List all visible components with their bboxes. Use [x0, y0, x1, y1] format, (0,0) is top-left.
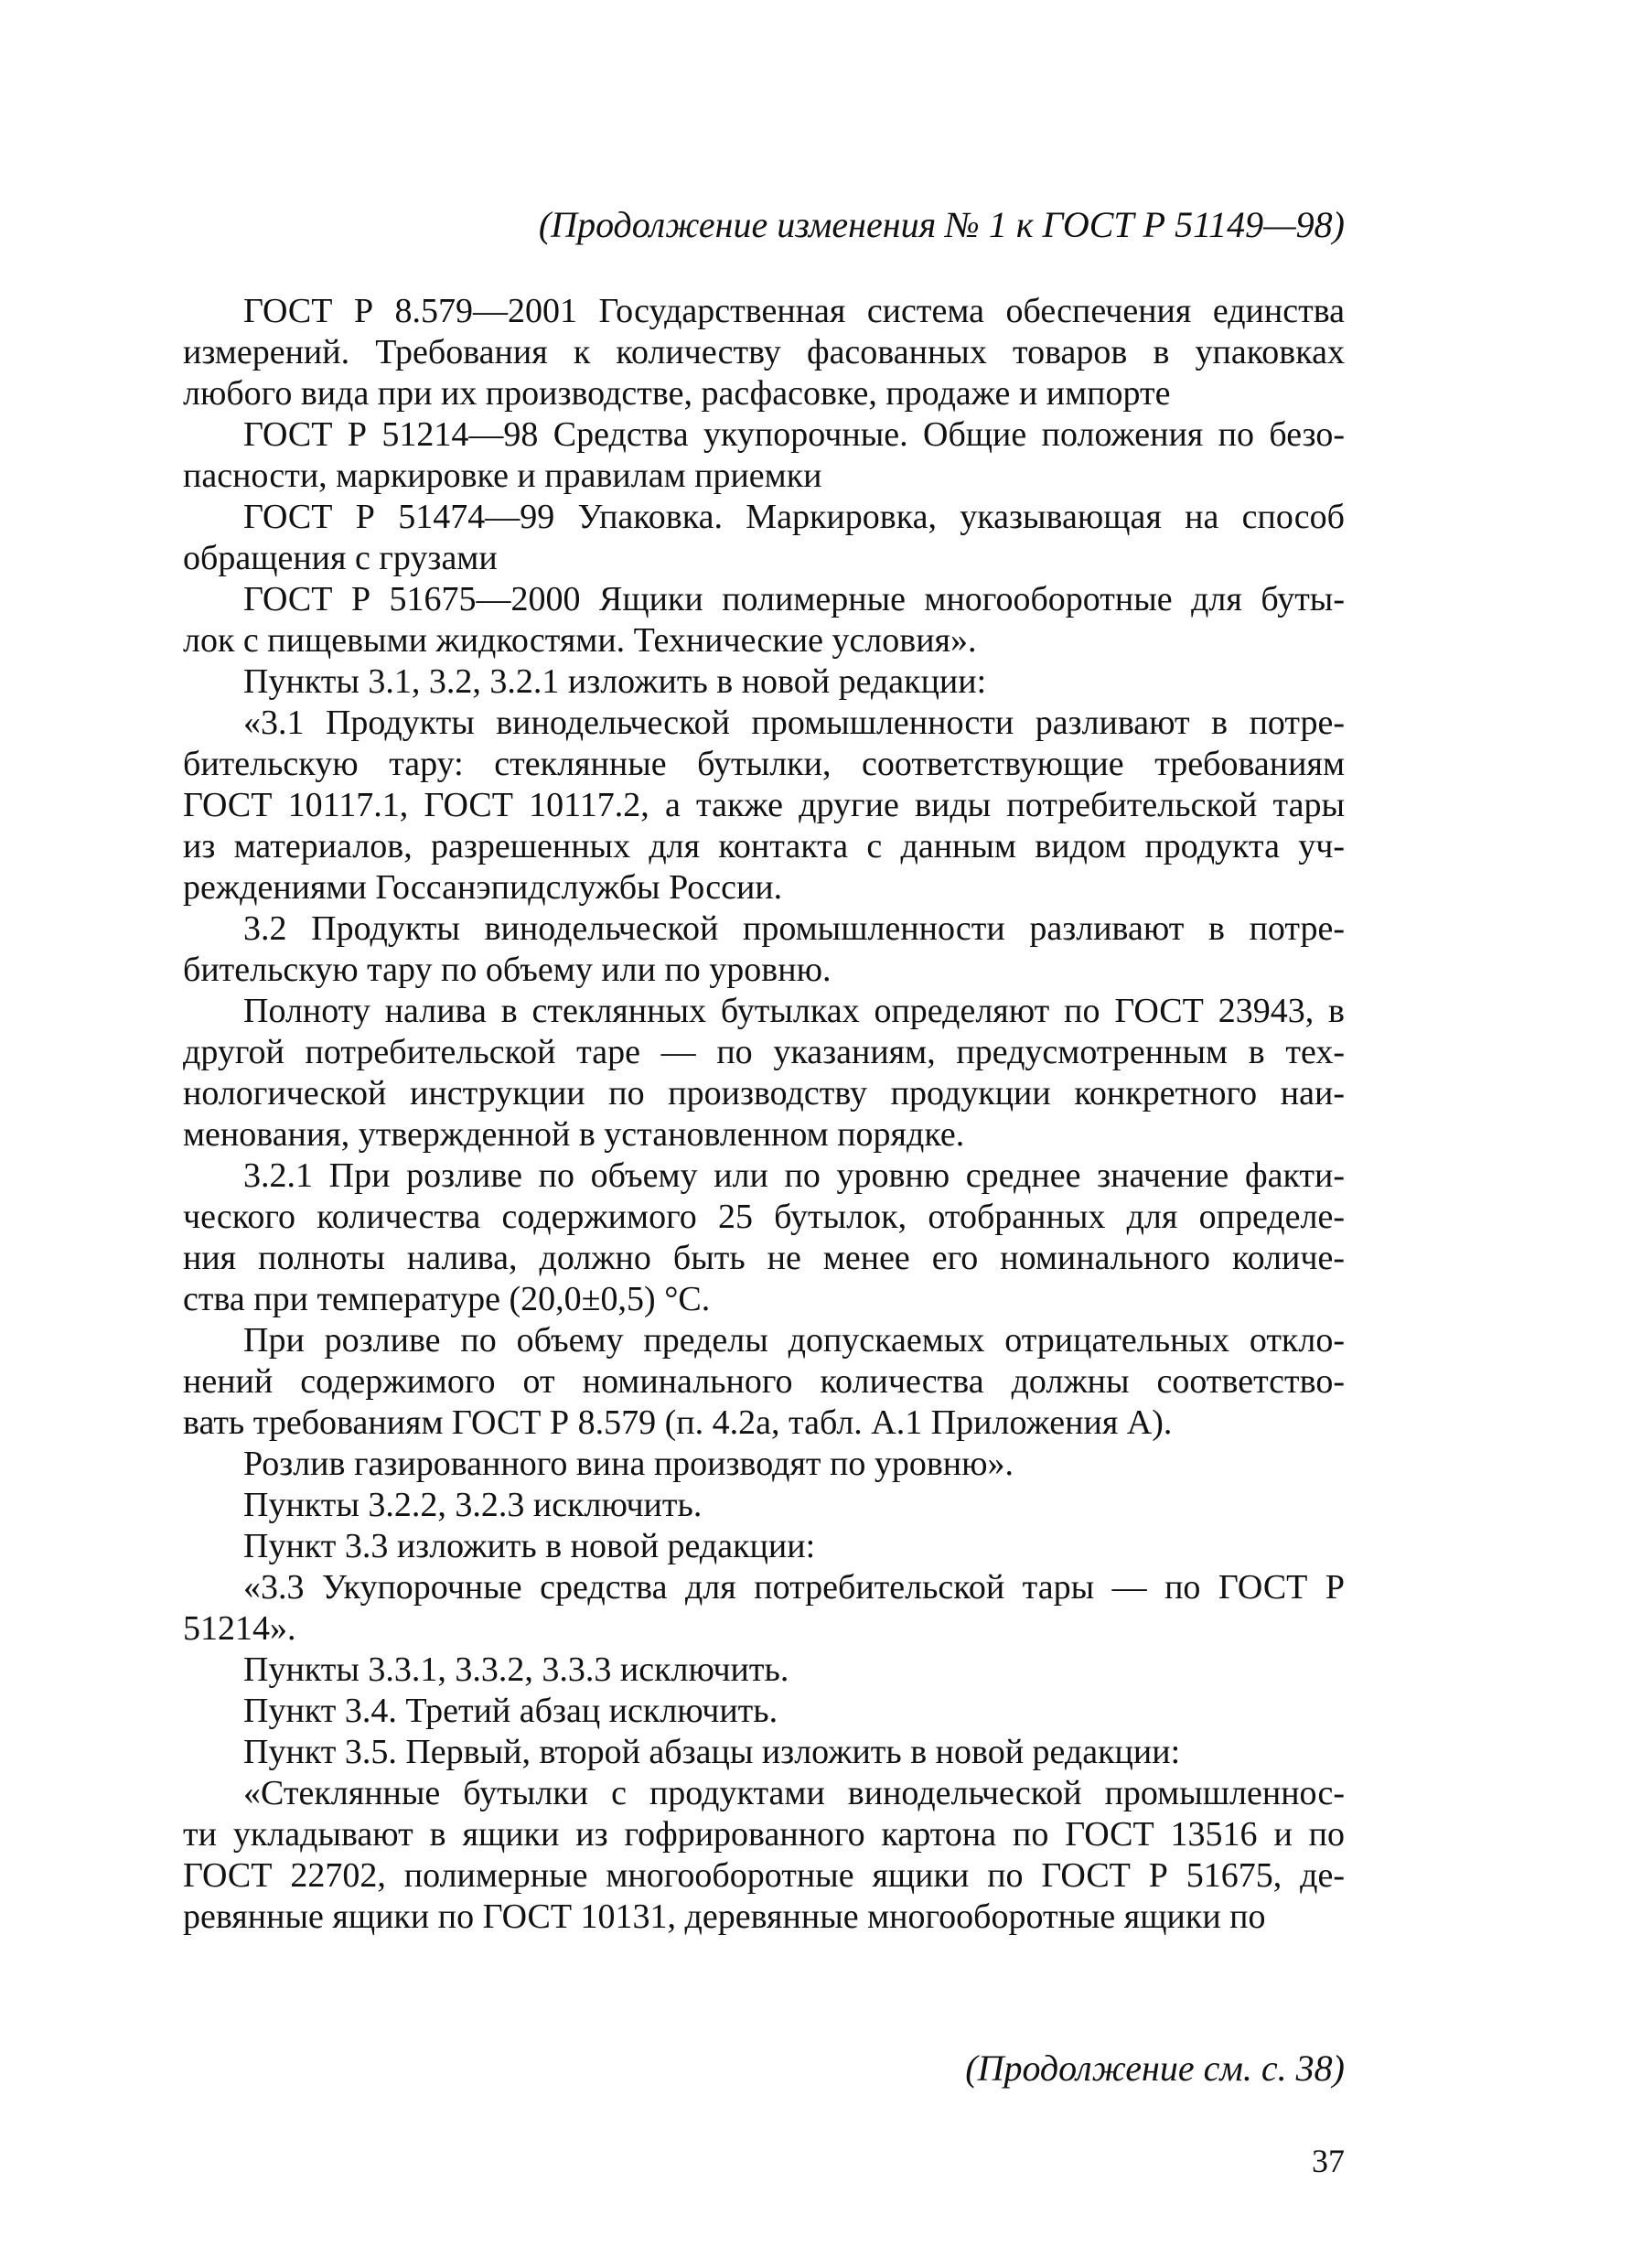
text-line: Пункты 3.2.2, 3.2.3 исключить.	[243, 1486, 703, 1524]
paragraph	[183, 1526, 1345, 1567]
text-line: ГОСТ Р 51675—2000 Ящики полимерные многооборотные для буты-	[243, 580, 1345, 618]
paragraph	[183, 1732, 1345, 1773]
text-line: измерений. Требования к количеству фасованных товаров в упаковках	[183, 333, 1345, 371]
text-line: Пункт 3.5. Первый, второй абзацы изложить в новой редакции:	[243, 1733, 1181, 1771]
text-line: Пункт 3.4. Третий абзац исключить.	[243, 1692, 778, 1730]
text-line: из материалов, разрешенных для контакта с данным видом продукта уч-	[183, 827, 1345, 865]
text-line: 51214».	[183, 1609, 296, 1648]
text-line: вать требованиям ГОСТ Р 8.579 (п. 4.2а, табл. А.1 Приложения А).	[183, 1403, 1173, 1442]
text-line: пасности, маркировке и правилам приемки	[183, 457, 822, 495]
text-line: Пункт 3.3 изложить в новой редакции:	[243, 1527, 816, 1565]
paragraph	[183, 1444, 1345, 1485]
text-line: ГОСТ Р 51474—99 Упаковка. Маркировка, указывающая на способ	[243, 498, 1345, 536]
text-line: 3.2.1 При розливе по объему или по уровню среднее значение факти-	[243, 1156, 1345, 1195]
paragraph	[183, 579, 1345, 661]
paragraph	[183, 1773, 1345, 1938]
paragraph	[183, 1691, 1345, 1732]
paragraph	[183, 291, 1345, 414]
text-line: «Стеклянные бутылки с продуктами винодельческой промышленнос-	[243, 1774, 1345, 1812]
paragraph	[183, 703, 1345, 908]
paragraph	[183, 497, 1345, 579]
text-line: нологической инструкции по производству продукции конкретного наи-	[183, 1074, 1345, 1113]
document-body	[183, 291, 1345, 1938]
paragraph	[183, 1320, 1345, 1444]
text-line: бительскую тару по объему или по уровню.	[183, 951, 832, 989]
paragraph	[183, 908, 1345, 991]
paragraph	[183, 1155, 1345, 1320]
text-line: Пункты 3.1, 3.2, 3.2.1 изложить в новой редакции:	[243, 662, 987, 701]
paragraph	[183, 991, 1345, 1155]
text-line: лок с пищевыми жидкостями. Технические условия».	[183, 621, 977, 660]
text-line: Полноту налива в стеклянных бутылках определяют по ГОСТ 23943, в	[243, 992, 1345, 1030]
text-line: При розливе по объему пределы допускаемых отрицательных откло-	[243, 1321, 1345, 1360]
text-line: «3.1 Продукты винодельческой промышленности разливают в потре-	[243, 704, 1345, 742]
text-line: 3.2 Продукты винодельческой промышленности разливают в потре-	[243, 909, 1345, 948]
text-line: бительскую тару: стеклянные бутылки, соответствующие требованиям	[183, 745, 1345, 783]
text-line: ти укладывают в ящики из гофрированного картона по ГОСТ 13516 и по	[183, 1815, 1345, 1854]
paragraph	[183, 661, 1345, 703]
text-line: другой потребительской таре — по указаниям, предусмотренным в тех-	[183, 1033, 1345, 1071]
text-line: ческого количества содержимого 25 бутылок, отобранных для определе-	[183, 1198, 1345, 1236]
text-line: обращения с грузами	[183, 539, 498, 577]
text-line: нений содержимого от номинального количества должны соответство-	[183, 1362, 1345, 1401]
text-line: ГОСТ 22702, полимерные многооборотные ящики по ГОСТ Р 51675, де-	[183, 1856, 1345, 1895]
text-line: ГОСТ 10117.1, ГОСТ 10117.2, а также другие виды потребительской тары	[183, 786, 1345, 824]
text-line: ГОСТ Р 51214—98 Средства укупорочные. Общие положения по безо-	[243, 415, 1345, 454]
paragraph	[183, 414, 1345, 497]
paragraph	[183, 1485, 1345, 1526]
paragraph	[183, 1567, 1345, 1650]
text-line: ревянные ящики по ГОСТ 10131, деревянные многооборотные ящики по	[183, 1897, 1266, 1936]
text-line: ства при температуре (20,0±0,5) °С.	[183, 1280, 711, 1318]
text-line: реждениями Госсанэпидслужбы России.	[183, 868, 783, 907]
page-number: 37	[1312, 2143, 1345, 2179]
paragraph	[183, 1650, 1345, 1691]
continuation-footer: (Продолжение см. с. 38)	[965, 2048, 1345, 2089]
continuation-header: (Продолжение изменения № 1 к ГОСТ Р 51149—98)	[538, 204, 1345, 245]
text-line: ГОСТ Р 8.579—2001 Государственная система обеспечения единства	[243, 292, 1345, 330]
text-line: Пункты 3.3.1, 3.3.2, 3.3.3 исключить.	[243, 1650, 789, 1689]
text-line: Розлив газированного вина производят по уровню».	[243, 1445, 1014, 1483]
text-line: ния полноты налива, должно быть не менее его номинального количе-	[183, 1239, 1345, 1277]
text-line: любого вида при их производстве, расфасовке, продаже и импорте	[183, 374, 1171, 413]
text-line: менования, утвержденной в установленном порядке.	[183, 1115, 965, 1154]
text-line: «3.3 Укупорочные средства для потребительской тары — по ГОСТ Р	[243, 1568, 1345, 1607]
